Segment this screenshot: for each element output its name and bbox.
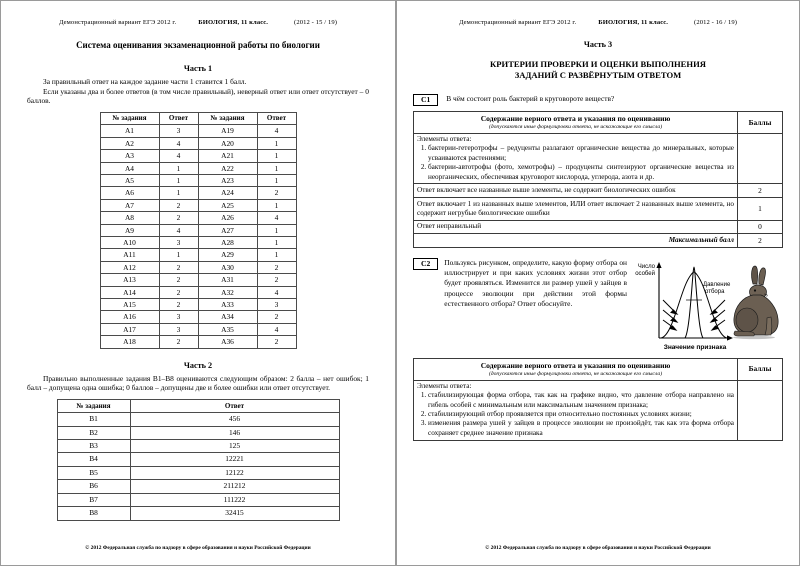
selection-graph-svg — [633, 258, 783, 354]
answer-cell: 32415 — [130, 507, 339, 520]
c1-max-score: 2 — [738, 234, 783, 248]
answer-cell: 1 — [257, 249, 296, 261]
task-cell: A18 — [100, 336, 159, 348]
answer-cell: 3 — [257, 298, 296, 310]
running-head-variant: Демонстрационный вариант ЕГЭ 2012 г. — [458, 19, 577, 26]
running-head-pagenum: (2012 - 16 / 19) — [694, 19, 738, 26]
table-row — [57, 440, 339, 453]
criteria-title — [413, 59, 783, 82]
c1-criterion-0-score: 2 — [738, 184, 783, 198]
part1-paragraph-2: Если указаны два и более ответов (в том числе правильный), неверный ответ или ответ отсутствует – 0 баллов. — [27, 86, 369, 106]
part2-title: Часть 2 — [183, 360, 213, 370]
table-row — [100, 274, 296, 286]
task-cell: B1 — [57, 413, 130, 426]
answer-cell: 4 — [257, 125, 296, 137]
part2-paragraph-1: Правильно выполненные задания В1–В8 оцениваются следующим образом: 2 балла – нет ошибок; 1 балл – допущена одна ошибка; 0 баллов – допущены две и более ошибки или ответ отсутствует. — [27, 373, 369, 393]
task-cell: A30 — [198, 261, 257, 273]
table-row — [100, 174, 296, 186]
task-cell: A35 — [198, 323, 257, 335]
answer-cell: 2 — [159, 298, 198, 310]
criteria-element: 2. бактерии-автотрофы (фото, хемотрофы) – продуценты синтезируют органические вещества из неорганических, обеспечивая круговорот кислорода, углерода, азота и др. — [428, 163, 734, 182]
table-row — [100, 125, 296, 137]
answer-cell: 1 — [257, 137, 296, 149]
answer-cell: 456 — [130, 413, 339, 426]
left-running-head — [27, 19, 369, 26]
table-row — [414, 198, 783, 221]
table-row — [57, 466, 339, 479]
c2-elements-cell — [414, 380, 738, 440]
c1-criterion-2-text: Ответ неправильный — [414, 220, 738, 234]
table-row — [57, 507, 339, 520]
task-cell: A29 — [198, 249, 257, 261]
answer-cell: 2 — [257, 274, 296, 286]
table-row — [414, 380, 783, 440]
answer-cell: 2 — [159, 336, 198, 348]
table-row — [414, 184, 783, 198]
task-cell: A2 — [100, 137, 159, 149]
table-row — [100, 150, 296, 162]
task-cell: A17 — [100, 323, 159, 335]
answer-cell: 3 — [159, 236, 198, 248]
figure-inner-label-line2: отбора — [705, 288, 725, 295]
task-cell: A25 — [198, 199, 257, 211]
c1-block — [413, 94, 783, 248]
task-cell: A9 — [100, 224, 159, 236]
task-cell: A14 — [100, 286, 159, 298]
figure-y-axis-label-line2: особей — [635, 270, 655, 277]
answer-cell: 1 — [257, 162, 296, 174]
right-page — [396, 0, 800, 566]
table-header-row — [414, 358, 783, 380]
answer-cell: 2 — [257, 311, 296, 323]
c1-elements-score — [738, 133, 783, 184]
c1-score-header: Баллы — [738, 112, 783, 134]
figure-x-axis-label: Значение признака — [663, 343, 727, 351]
task-cell: A19 — [198, 125, 257, 137]
task-cell: B5 — [57, 466, 130, 479]
answer-cell: 2 — [159, 286, 198, 298]
hare-illustration — [733, 266, 778, 339]
c2-score-header: Баллы — [738, 358, 783, 380]
c2-elements-label: Элементы ответа: — [417, 382, 472, 391]
answer-cell: 2 — [159, 212, 198, 224]
table-row — [100, 323, 296, 335]
task-cell: B4 — [57, 453, 130, 466]
task-cell: A20 — [198, 137, 257, 149]
answer-cell: 211212 — [130, 480, 339, 493]
table-row — [100, 336, 296, 348]
task-cell: A33 — [198, 298, 257, 310]
answer-cell: 1 — [257, 174, 296, 186]
answer-cell: 1 — [257, 224, 296, 236]
running-head-pagenum: (2012 - 15 / 19) — [294, 19, 338, 26]
task-cell: A26 — [198, 212, 257, 224]
left-page-footer: © 2012 Федеральная служба по надзору в сфере образования и науки Российской Федерации — [85, 545, 311, 551]
c1-elements-label: Элементы ответа: — [417, 135, 472, 144]
part2-answer-table-wrap — [27, 399, 369, 521]
task-cell: B2 — [57, 426, 130, 439]
table-row — [100, 298, 296, 310]
table-row — [100, 261, 296, 273]
table-row — [100, 187, 296, 199]
task-cell: A11 — [100, 249, 159, 261]
c1-question-text: В чём состоит роль бактерий в круговороте веществ? — [446, 93, 615, 103]
c2-elements-list — [417, 391, 734, 438]
table-row — [100, 137, 296, 149]
table-row — [100, 224, 296, 236]
task-cell: A3 — [100, 150, 159, 162]
criteria-title-line2: ЗАДАНИЙ С РАЗВЁРНУТЫМ ОТВЕТОМ — [514, 70, 682, 81]
answer-cell: 12221 — [130, 453, 339, 466]
task-cell: A28 — [198, 236, 257, 248]
answer-cell: 3 — [159, 323, 198, 335]
part1-paragraph-1: За правильный ответ на каждое задание части 1 ставится 1 балл. — [43, 77, 247, 86]
part1-answer-table — [100, 112, 297, 349]
c1-elements-list — [417, 144, 734, 181]
answer-cell: 2 — [159, 261, 198, 273]
answer-cell: 4 — [159, 137, 198, 149]
c1-criteria-header — [414, 112, 738, 134]
figure-y-axis-label-line1: Число — [637, 263, 655, 270]
c2-criteria-header — [414, 358, 738, 380]
table-row — [100, 199, 296, 211]
task-cell: A22 — [198, 162, 257, 174]
task-cell: A8 — [100, 212, 159, 224]
c2-criteria-header-sub: (допускаются иные формулировки ответа, не искажающие его смысла) — [488, 370, 663, 377]
table-row — [57, 453, 339, 466]
col-header-answer-1: Ответ — [159, 112, 198, 124]
task-cell: B6 — [57, 480, 130, 493]
task-cell: A31 — [198, 274, 257, 286]
answer-cell: 1 — [159, 174, 198, 186]
answer-cell: 1 — [257, 236, 296, 248]
c2-question-text: Пользуясь рисунком, определите, какую форму отбора он иллюстрирует и при каких условиях жизни этот отбор будет проявляться. Изменится ли размер ушей у зайцев в процессе эволюции при действии этой формы естественного отбора? Ответ обоснуйте. — [444, 257, 627, 308]
criteria-element: 1. бактерии-гетеротрофы – редуценты разлагают органические вещества до минеральных, которые усваиваются растениями; — [428, 144, 734, 163]
answer-cell: 1 — [159, 187, 198, 199]
c1-criterion-0-text: Ответ включает все названные выше элементы, не содержит биологических ошибок — [414, 184, 738, 198]
task-cell: A23 — [198, 174, 257, 186]
table-row — [414, 234, 783, 248]
running-head-subject: БИОЛОГИЯ, 11 класс. — [198, 19, 269, 26]
answer-cell: 125 — [130, 440, 339, 453]
criteria-title-line1: КРИТЕРИИ ПРОВЕРКИ И ОЦЕНКИ ВЫПОЛНЕНИЯ — [490, 59, 706, 69]
c1-tag: C1 — [413, 94, 438, 106]
c2-block — [413, 258, 783, 441]
stabilizing-selection-figure — [633, 258, 783, 354]
criteria-element: 1. стабилизирующая форма отбора, так как на графике видно, что давление отбора направлено на гибель особей с минимальным или максимальным значением признака; — [428, 391, 734, 410]
answer-cell: 1 — [159, 162, 198, 174]
answer-cell: 4 — [257, 286, 296, 298]
task-cell: B8 — [57, 507, 130, 520]
task-cell: A27 — [198, 224, 257, 236]
task-cell: B7 — [57, 493, 130, 506]
col-header-task-2: № задания — [198, 112, 257, 124]
c1-criteria-header-main: Содержание верного ответа и указания по оцениванию — [480, 114, 671, 124]
col-header-answer-2: Ответ — [257, 112, 296, 124]
answer-cell: 2 — [257, 187, 296, 199]
task-cell: A16 — [100, 311, 159, 323]
c1-elements-cell — [414, 133, 738, 184]
running-head-subject: БИОЛОГИЯ, 11 класс. — [598, 19, 669, 26]
c1-criterion-2-score: 0 — [738, 220, 783, 234]
table-row — [100, 249, 296, 261]
col-header-task-1: № задания — [100, 112, 159, 124]
task-cell: A24 — [198, 187, 257, 199]
table-header-row — [57, 399, 339, 412]
c1-max-label: Максимальный балл — [414, 234, 738, 248]
c2-question-head — [413, 258, 783, 354]
c2-tag: C2 — [413, 258, 438, 270]
figure-inner-label-line1: Давление — [703, 281, 731, 288]
part1-title: Часть 1 — [183, 64, 213, 73]
col-header-answer: Ответ — [130, 399, 339, 412]
answer-cell: 12122 — [130, 466, 339, 479]
task-cell: A10 — [100, 236, 159, 248]
task-cell: A34 — [198, 311, 257, 323]
table-row — [57, 426, 339, 439]
answer-cell: 4 — [159, 150, 198, 162]
answer-cell: 1 — [257, 150, 296, 162]
task-cell: A12 — [100, 261, 159, 273]
c1-criteria-table — [413, 111, 783, 248]
c1-criterion-1-text: Ответ включает 1 из названных выше элементов, ИЛИ ответ включает 2 названных выше элемента, но содержит негрубые биологические ошибки — [414, 198, 738, 221]
answer-cell: 2 — [257, 336, 296, 348]
left-page — [0, 0, 396, 566]
answer-cell: 1 — [159, 249, 198, 261]
page-divider — [395, 0, 396, 566]
table-row — [57, 480, 339, 493]
task-cell: A15 — [100, 298, 159, 310]
table-row — [57, 413, 339, 426]
table-header-row — [414, 112, 783, 134]
c1-criteria-header-sub: (допускаются иные формулировки ответа, не искажающие его смысла) — [488, 123, 663, 130]
task-cell: A7 — [100, 199, 159, 211]
answer-cell: 146 — [130, 426, 339, 439]
answer-cell: 2 — [257, 261, 296, 273]
table-row — [100, 236, 296, 248]
task-cell: B3 — [57, 440, 130, 453]
table-row — [414, 220, 783, 234]
answer-cell: 2 — [159, 274, 198, 286]
table-row — [100, 162, 296, 174]
table-row — [414, 133, 783, 184]
c1-question-head — [413, 94, 783, 106]
answer-cell: 4 — [159, 224, 198, 236]
c1-criterion-1-score: 1 — [738, 198, 783, 221]
task-cell: A13 — [100, 274, 159, 286]
col-header-task: № задания — [57, 399, 130, 412]
task-cell: A36 — [198, 336, 257, 348]
task-cell: A4 — [100, 162, 159, 174]
c2-criteria-table — [413, 358, 783, 441]
task-cell: A21 — [198, 150, 257, 162]
part1-answer-table-wrap — [27, 112, 369, 349]
c2-criteria-header-main: Содержание верного ответа и указания по оцениванию — [480, 360, 671, 370]
answer-cell: 2 — [159, 199, 198, 211]
table-row — [57, 493, 339, 506]
c2-elements-score — [738, 380, 783, 440]
criteria-element: 2. стабилизирующий отбор проявляется при относительно постоянных условиях жизни; — [428, 410, 734, 419]
table-header-row — [100, 112, 296, 124]
answer-cell: 4 — [257, 323, 296, 335]
answer-cell: 3 — [159, 311, 198, 323]
answer-cell: 4 — [257, 212, 296, 224]
task-cell: A6 — [100, 187, 159, 199]
task-cell: A32 — [198, 286, 257, 298]
answer-cell: 111222 — [130, 493, 339, 506]
part2-answer-table — [57, 399, 340, 521]
document-title: Система оценивания экзаменационной работы по биологии — [76, 40, 320, 50]
criteria-element: 3. изменения размера ушей у зайцев в процессе эволюции не произойдёт, так как эта форма отбора сохраняет среднее значение признака — [428, 419, 734, 438]
running-head-variant: Демонстрационный вариант ЕГЭ 2012 г. — [58, 19, 177, 26]
table-row — [100, 311, 296, 323]
right-page-footer: © 2012 Федеральная служба по надзору в сфере образования и науки Российской Федерации — [485, 545, 711, 551]
right-running-head — [413, 19, 783, 26]
answer-cell: 3 — [159, 125, 198, 137]
task-cell: A5 — [100, 174, 159, 186]
task-cell: A1 — [100, 125, 159, 137]
table-row — [100, 286, 296, 298]
table-row — [100, 212, 296, 224]
part3-title: Часть 3 — [583, 40, 613, 49]
answer-cell: 1 — [257, 199, 296, 211]
